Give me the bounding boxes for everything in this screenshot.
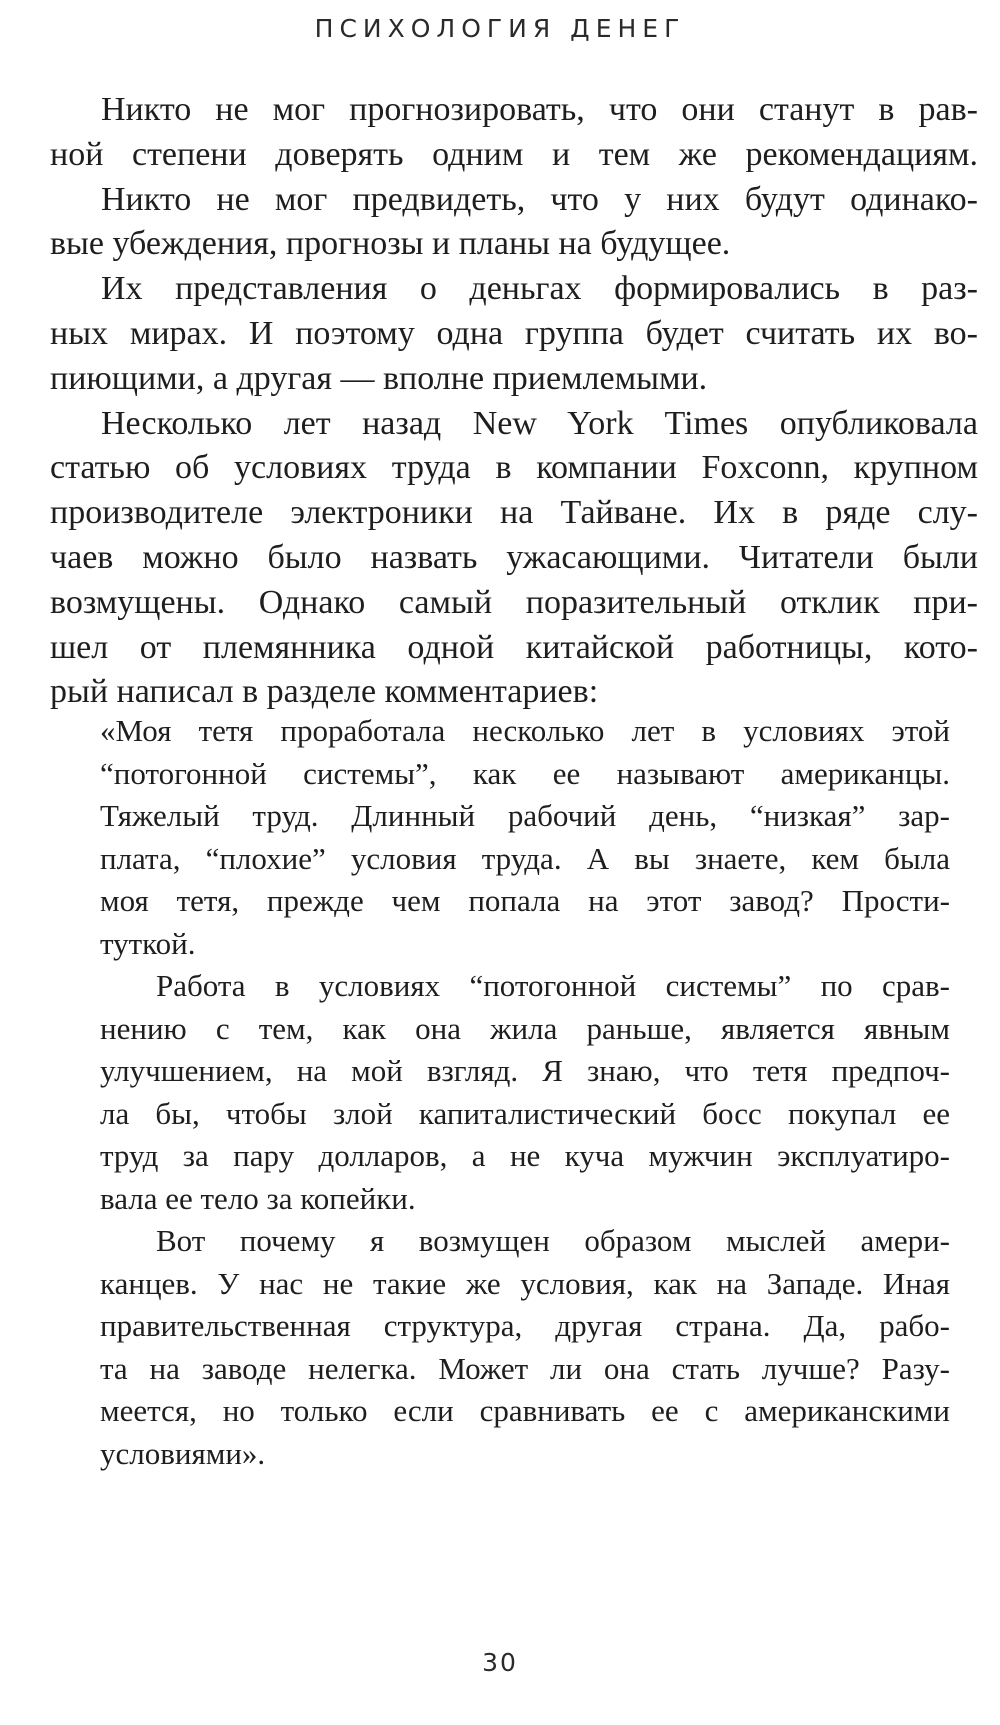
quote-line: «Моя тетя проработала несколько лет в условиях этой (100, 713, 950, 748)
text-line: рый написал в разделе комментариев: (50, 673, 599, 711)
quote-line: нению с тем, как она жила раньше, является явным (100, 1010, 950, 1046)
text-line: Никто не мог предвидеть, что у них будут одинако- (101, 180, 978, 218)
text-line: статью об условиях труда в компании Foxconn, крупном (50, 449, 978, 487)
quote-line: туткой. (100, 925, 196, 961)
text-line: пиющими, а другая — вполне приемлемыми. (50, 359, 708, 397)
quote-line: моя тетя, прежде чем попала на этот завод? Прости- (100, 883, 950, 918)
text-line: чаев можно было назвать ужасающими. Читатели были (50, 538, 978, 576)
page-number: 30 (482, 1648, 518, 1677)
text-line: Несколько лет назад New York Times опубликовала (101, 404, 978, 442)
quote-line: плата, “плохие” условия труда. А вы знаете, кем была (100, 840, 950, 876)
running-title: ПСИХОЛОГИЯ ДЕНЕГ (314, 14, 686, 43)
main-text (50, 88, 978, 715)
text-line: ной степени доверять одним и тем же рекомендациям. (50, 135, 978, 173)
quote-line: правительственная структура, другая страна. Да, рабо- (100, 1308, 950, 1343)
quote-line: Работа в условиях “потогонной системы” по срав- (156, 968, 950, 1003)
text-line: производителе электроники на Тайване. Их в ряде слу- (50, 494, 978, 532)
quote-line: Тяжелый труд. Длинный рабочий день, “низкая” зар- (100, 798, 950, 833)
quote-line: улучшением, на мой взгляд. Я знаю, что тетя предпоч- (100, 1053, 950, 1088)
text-line: Их представления о деньгах формировались в раз- (101, 270, 978, 308)
quote-line: меется, но только если сравнивать ее с американскими (100, 1393, 950, 1428)
block-quote (100, 710, 950, 1475)
quote-line: вала ее тело за копейки. (100, 1180, 416, 1216)
quote-line: условиями». (100, 1435, 266, 1471)
text-line: Никто не мог прогнозировать, что они станут в рав- (101, 91, 978, 128)
text-line: возмущены. Однако самый поразительный отклик при- (50, 583, 978, 621)
quote-line: Вот почему я возмущен образом мыслей амери- (156, 1223, 950, 1258)
quote-line: ла бы, чтобы злой капиталистический босс покупал ее (100, 1095, 950, 1131)
quote-line: та на заводе нелегка. Может ли она стать лучше? Разу- (100, 1350, 950, 1386)
text-line: ных мирах. И поэтому одна группа будет считать их во- (50, 314, 978, 352)
quote-line: “потогонной системы”, как ее называют американцы. (100, 755, 950, 791)
text-line: вые убеждения, прогнозы и планы на будущее. (50, 225, 731, 263)
quote-line: канцев. У нас не такие же условия, как на Западе. Иная (100, 1265, 950, 1301)
quote-line: труд за пару долларов, а не куча мужчин эксплуатиро- (100, 1138, 950, 1173)
text-line: шел от племянника одной китайской работницы, кото- (50, 628, 978, 666)
